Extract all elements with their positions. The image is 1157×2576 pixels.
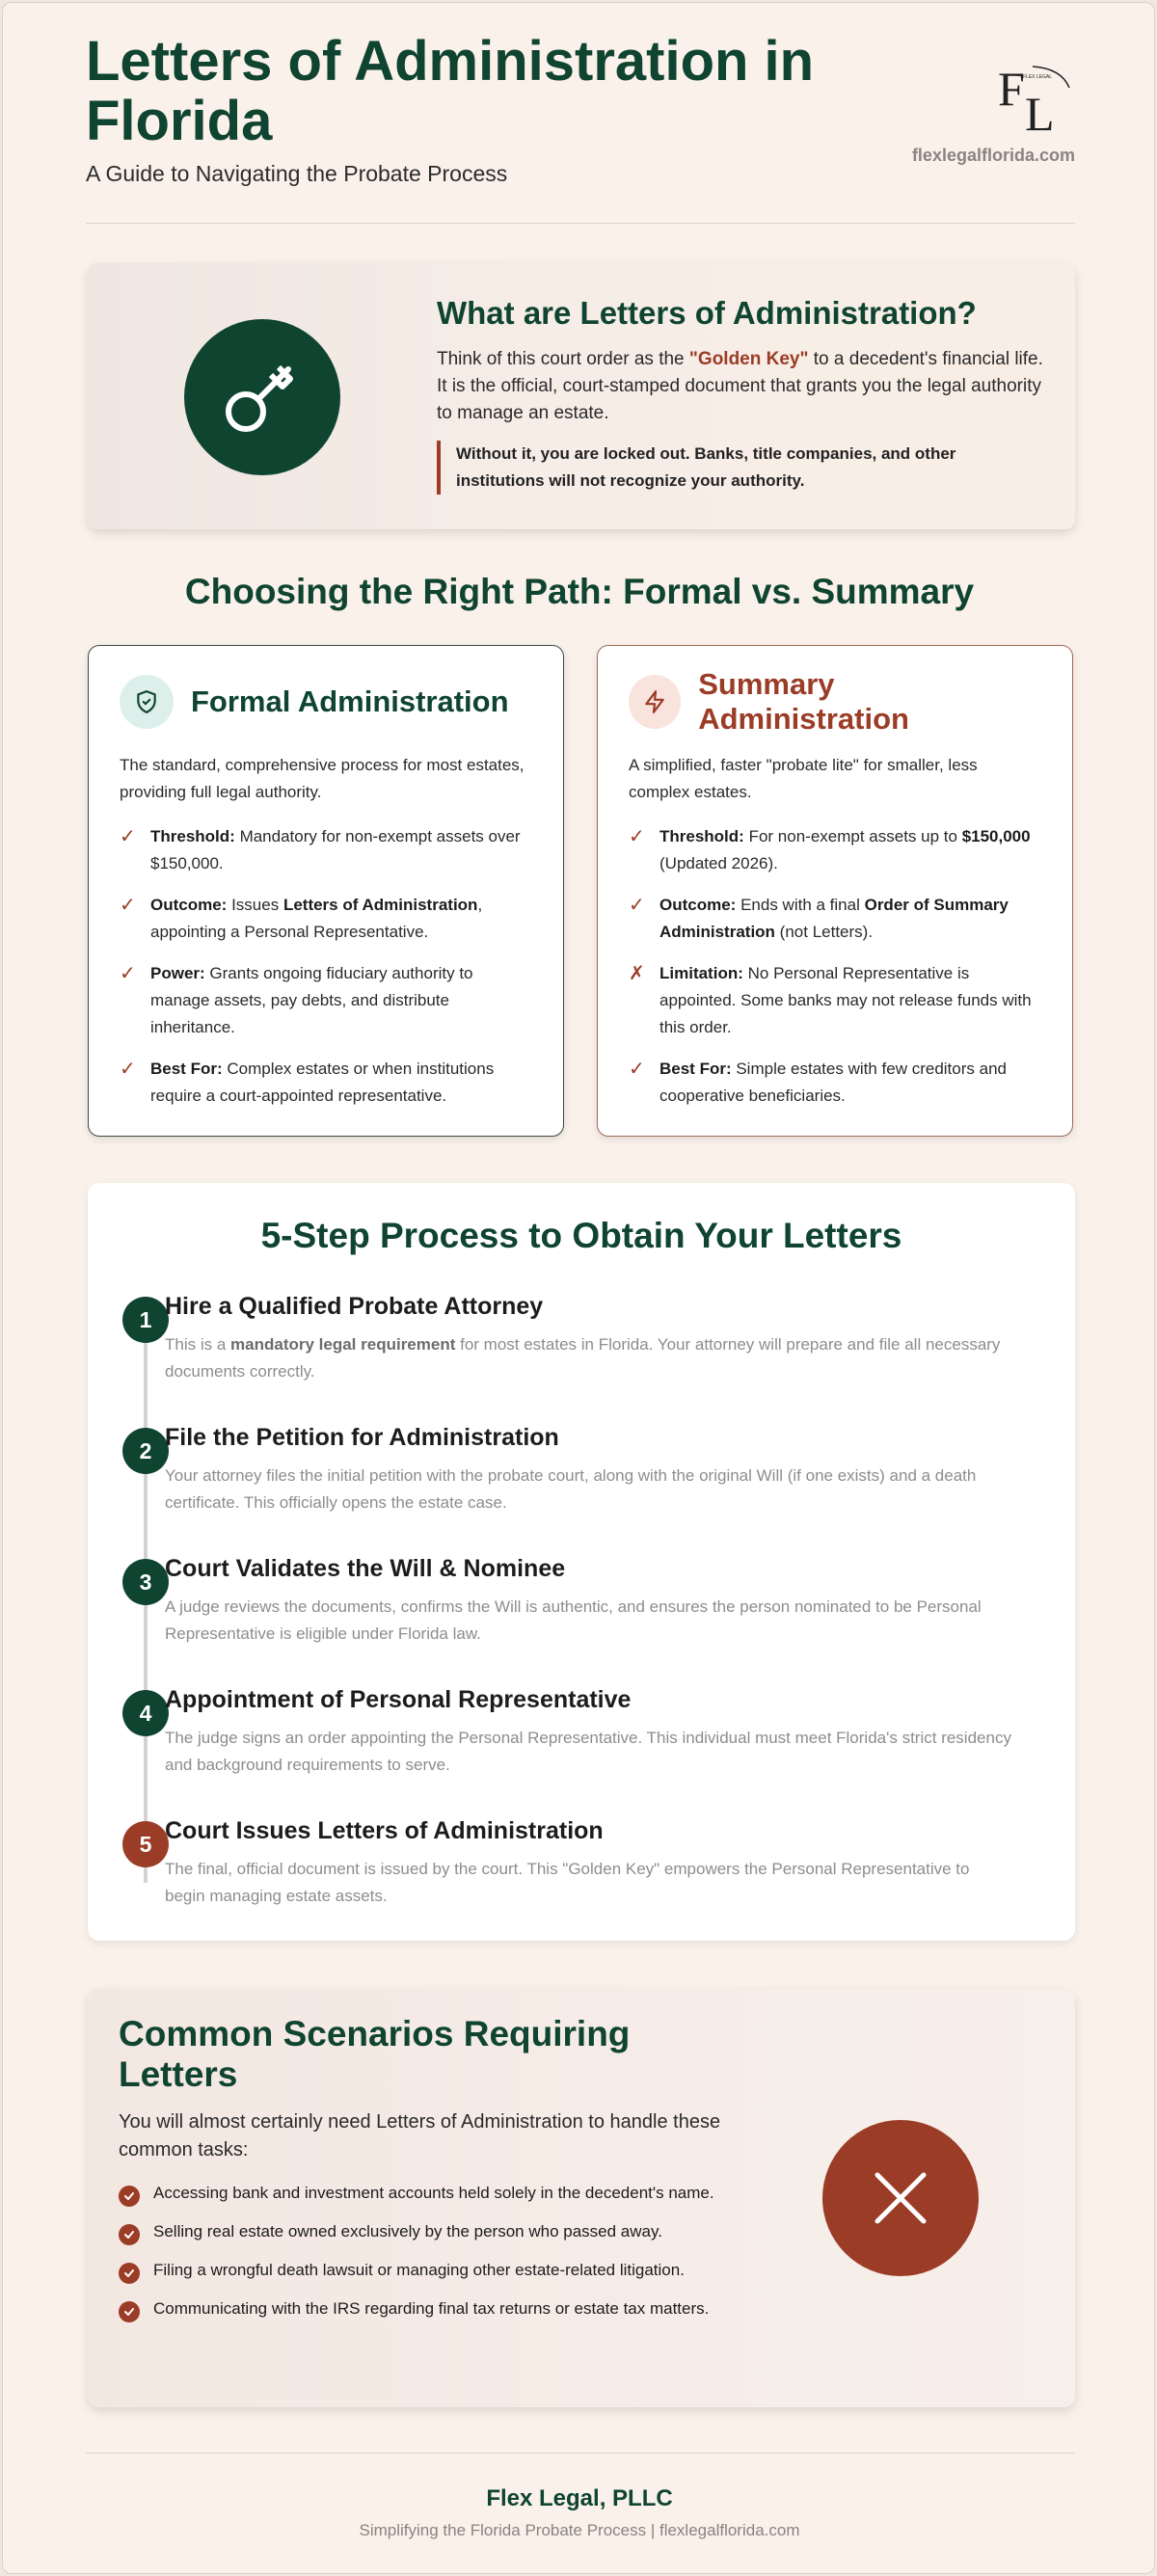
key-icon bbox=[219, 354, 306, 441]
formal-threshold: ✓ Threshold: Mandatory for non-exempt assets over $150,000. bbox=[120, 823, 532, 877]
summary-desc: A simplified, faster "probate lite" for smaller, less complex estates. bbox=[629, 756, 978, 801]
check-icon: ✓ bbox=[120, 963, 136, 984]
formal-power: ✓ Power: Grants ongoing fiduciary authority to manage assets, pay debts, and distribute inheritance. bbox=[120, 960, 532, 1041]
step-body: Your attorney files the initial petition with the probate court, along with the original Will (if one exists) and a death certificate. This officially opens the estate case. bbox=[165, 1466, 977, 1512]
summary-administration-card bbox=[597, 645, 1073, 1137]
golden-key-phrase: "Golden Key" bbox=[688, 349, 809, 369]
formal-administration-card bbox=[88, 645, 564, 1137]
step-body: This is a mandatory legal requirement for most estates in Florida. Your attorney will prepare and file all necessary documents correctly. bbox=[165, 1335, 1001, 1381]
check-icon: ✓ bbox=[120, 1059, 136, 1080]
summary-title: Summary Administration bbox=[698, 667, 909, 736]
scenarios-card bbox=[88, 1989, 1075, 2407]
step-item bbox=[122, 1817, 1038, 1933]
step-title: Hire a Qualified Probate Attorney bbox=[165, 1293, 544, 1320]
check-icon: ✓ bbox=[120, 826, 136, 847]
step-body: The judge signs an order appointing the Personal Representative. This individual must meet Florida's strict residency and background requirements to serve. bbox=[165, 1729, 1011, 1774]
page-title: Letters of Administration in Florida bbox=[86, 30, 815, 152]
formal-title: Formal Administration bbox=[191, 684, 509, 718]
check-icon bbox=[119, 2186, 140, 2207]
step-body: A judge reviews the documents, confirms the Will is authentic, and ensures the person nominated to be Personal Representative is eligible under Florida law. bbox=[165, 1597, 982, 1643]
close-x-icon-circle bbox=[822, 2120, 979, 2276]
list-item: Accessing bank and investment accounts held solely in the decedent's name. bbox=[119, 2180, 755, 2207]
step-number: 5 bbox=[122, 1821, 169, 1867]
site-url[interactable]: flexlegalflorida.com bbox=[911, 146, 1075, 165]
step-title: Court Validates the Will & Nominee bbox=[165, 1555, 566, 1582]
check-icon bbox=[119, 2224, 140, 2245]
list-item: Selling real estate owned exclusively by the person who passed away. bbox=[119, 2218, 755, 2245]
summary-threshold: ✓ Threshold: For non-exempt assets up to $150,000 (Updated 2026). bbox=[629, 823, 1041, 877]
check-icon: ✓ bbox=[629, 826, 645, 847]
steps-title: 5-Step Process to Obtain Your Letters bbox=[260, 1216, 902, 1255]
check-icon: ✓ bbox=[629, 895, 645, 916]
summary-head bbox=[629, 667, 1041, 736]
scenarios-intro: You will almost certainly need Letters of Administration to handle these common tasks: bbox=[119, 2111, 721, 2160]
formal-outcome: ✓ Outcome: Issues Letters of Administration, appointing a Personal Representative. bbox=[120, 892, 532, 946]
logo-text: FLEX LEGAL bbox=[1023, 74, 1053, 80]
page bbox=[2, 2, 1155, 2574]
step-number: 2 bbox=[122, 1428, 169, 1474]
summary-best-for: ✓ Best For: Simple estates with few creditors and cooperative beneficiaries. bbox=[629, 1056, 1041, 1110]
footer-company-name: Flex Legal, PLLC bbox=[486, 2485, 673, 2511]
brand-logo bbox=[994, 61, 1071, 136]
step-number: 3 bbox=[122, 1559, 169, 1605]
step-title: File the Petition for Administration bbox=[165, 1424, 559, 1451]
scenarios-list bbox=[119, 2180, 755, 2334]
list-item: Communicating with the IRS regarding final tax returns or estate tax matters. bbox=[119, 2295, 755, 2322]
step-item bbox=[122, 1424, 1038, 1540]
scenarios-title: Common Scenarios Requiring Letters bbox=[119, 2014, 631, 2094]
lightning-icon bbox=[629, 675, 681, 729]
footer-tagline: Simplifying the Florida Probate Process | flexlegalflorida.com bbox=[359, 2521, 800, 2539]
step-title: Appointment of Personal Representative bbox=[165, 1686, 632, 1713]
divider bbox=[86, 223, 1075, 224]
step-number: 4 bbox=[122, 1690, 169, 1736]
formal-head bbox=[120, 675, 532, 729]
step-item bbox=[122, 1555, 1038, 1671]
steps-card bbox=[88, 1183, 1075, 1941]
svg-text:F: F bbox=[998, 62, 1025, 116]
formal-desc: The standard, comprehensive process for most estates, providing full legal authority. bbox=[120, 756, 525, 801]
check-icon bbox=[119, 2263, 140, 2284]
check-icon bbox=[119, 2301, 140, 2322]
header bbox=[86, 32, 1075, 225]
key-icon-circle bbox=[184, 319, 340, 475]
summary-bullets bbox=[629, 823, 1041, 1110]
step-item bbox=[122, 1293, 1038, 1409]
formal-best-for: ✓ Best For: Complex estates or when institutions require a court-appointed representative. bbox=[120, 1056, 532, 1110]
footer-divider bbox=[86, 2453, 1075, 2454]
summary-limitation: ✗ Limitation: No Personal Representative is appointed. Some banks may not release funds with this order. bbox=[629, 960, 1041, 1041]
what-body-post: to a decedent's financial life. It is the official, court-stamped document that grants you the legal authority to manage an estate. bbox=[437, 349, 1043, 423]
svg-text:L: L bbox=[1025, 87, 1055, 136]
paths-section-title: Choosing the Right Path: Formal vs. Summary bbox=[184, 572, 975, 611]
step-body: The final, official document is issued by the court. This "Golden Key" empowers the Personal Representative to begin managing estate assets. bbox=[165, 1860, 970, 1905]
what-are-letters-card bbox=[88, 263, 1075, 529]
close-x-icon bbox=[872, 2169, 929, 2227]
check-icon: ✓ bbox=[629, 1059, 645, 1080]
cross-icon: ✗ bbox=[629, 963, 645, 984]
summary-outcome: ✓ Outcome: Ends with a final Order of Summary Administration (not Letters). bbox=[629, 892, 1041, 946]
step-number: 1 bbox=[122, 1297, 169, 1343]
what-content bbox=[437, 294, 1044, 495]
what-title: What are Letters of Administration? bbox=[437, 295, 977, 331]
what-body-pre: Think of this court order as the bbox=[437, 349, 689, 369]
what-body bbox=[437, 346, 1044, 427]
page-subtitle: A Guide to Navigating the Probate Process bbox=[86, 161, 508, 186]
step-item bbox=[122, 1686, 1038, 1802]
step-title: Court Issues Letters of Administration bbox=[165, 1817, 604, 1844]
check-icon: ✓ bbox=[120, 895, 136, 916]
list-item: Filing a wrongful death lawsuit or managing other estate-related litigation. bbox=[119, 2257, 755, 2284]
shield-icon bbox=[120, 675, 174, 729]
what-callout: Without it, you are locked out. Banks, title companies, and other institutions will not recognize your authority. bbox=[437, 441, 1044, 495]
formal-bullets bbox=[120, 823, 532, 1110]
